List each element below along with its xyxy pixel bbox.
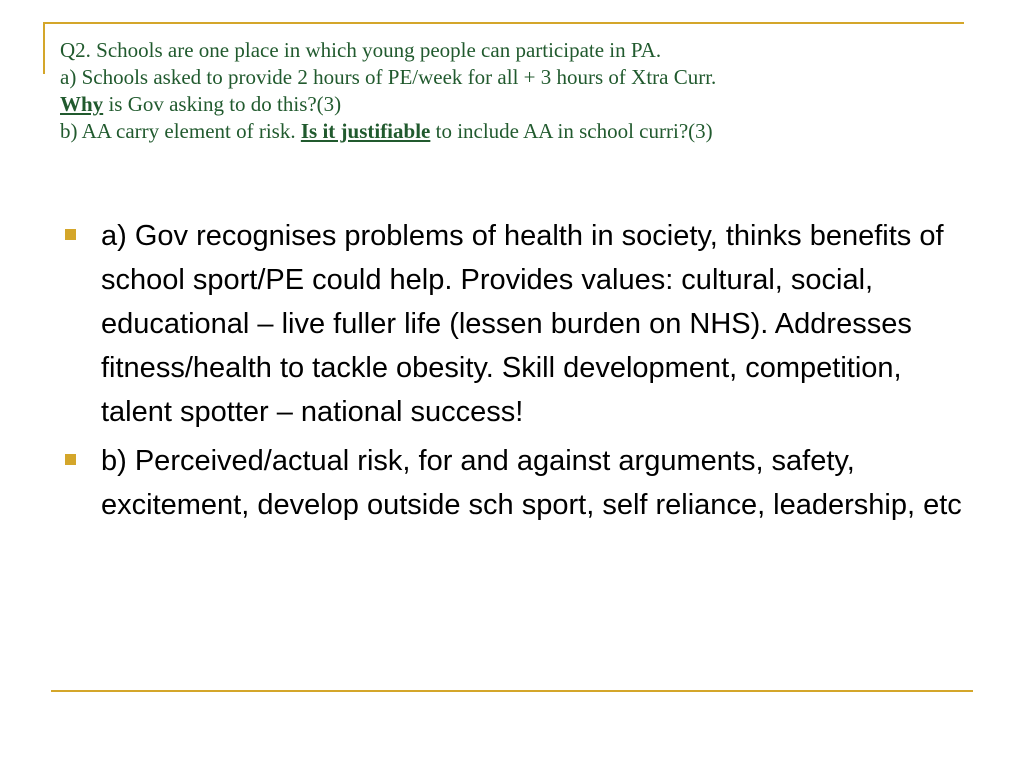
square-bullet-icon bbox=[65, 454, 76, 465]
bullet-text-b: b) Perceived/actual risk, for and against arguments, safety, excitement, develop outside sch sport, self reliance, leadership, etc bbox=[101, 445, 962, 521]
title-line-2: a) Schools asked to provide 2 hours of PE/week for all + 3 hours of Xtra Curr. bbox=[60, 65, 717, 89]
slide-title bbox=[60, 37, 990, 145]
title-justifiable-emphasis: Is it justifiable bbox=[300, 119, 431, 143]
title-line-4-start: b) AA carry element of risk. bbox=[60, 119, 301, 143]
top-divider-line bbox=[43, 22, 964, 24]
title-line-3-rest: is Gov asking to do this?(3) bbox=[103, 92, 342, 116]
title-line-1: Q2. Schools are one place in which young people can participate in PA. bbox=[60, 38, 662, 62]
square-bullet-icon bbox=[65, 229, 76, 240]
bullet-item-a bbox=[62, 214, 962, 434]
title-why-emphasis: Why bbox=[60, 92, 104, 116]
bottom-divider-line bbox=[51, 690, 973, 692]
bullet-text-a: a) Gov recognises problems of health in society, thinks benefits of school sport/PE could help. Provides values: cultural, social, educational – live fuller life (lessen burden on NHS). Addresses fitness/health to tackle obesity. Skill development, competition, talent spotter – national success! bbox=[101, 220, 944, 428]
left-accent-line bbox=[43, 22, 45, 74]
bullet-list bbox=[62, 214, 962, 532]
title-line-3 bbox=[60, 91, 990, 118]
bullet-item-b bbox=[62, 439, 962, 527]
title-line-4-end: to include AA in school curri?(3) bbox=[430, 119, 713, 143]
title-line-4 bbox=[60, 118, 990, 145]
